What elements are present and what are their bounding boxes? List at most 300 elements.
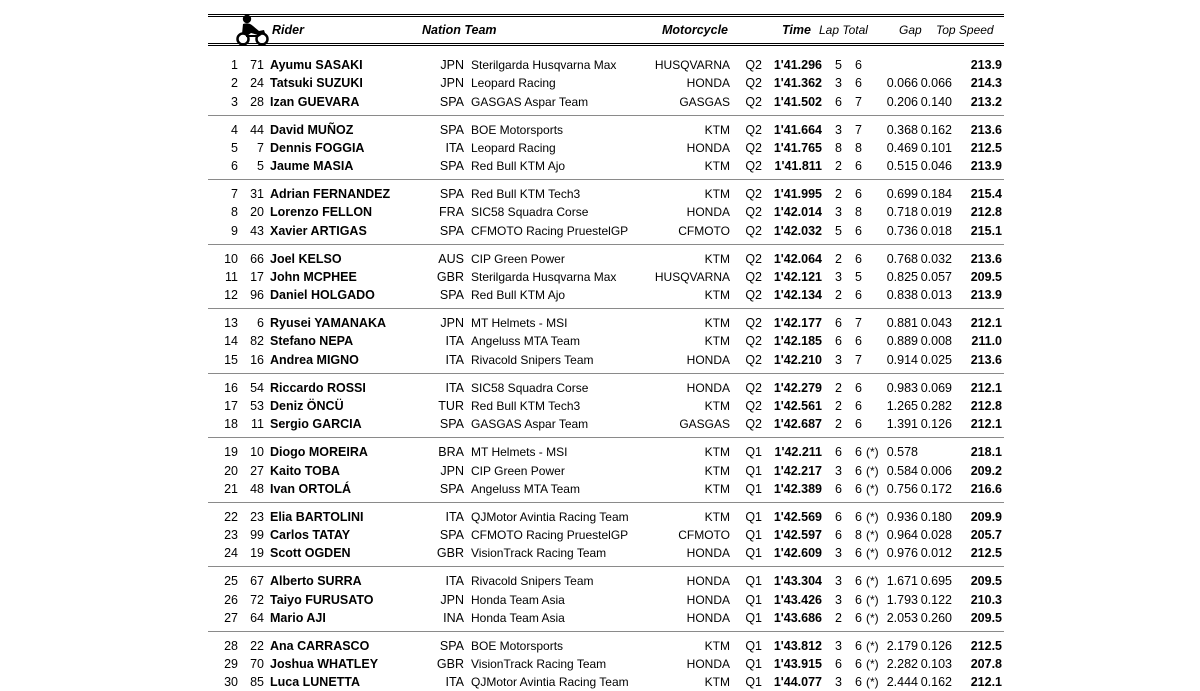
rider-name: Deniz ÖNCÜ — [270, 399, 344, 413]
position: 9 — [231, 223, 238, 238]
gap-previous: 0.066 — [920, 76, 952, 91]
position: 6 — [231, 159, 238, 174]
motorcycle: HONDA — [686, 380, 730, 395]
gap-previous: 0.140 — [920, 94, 952, 109]
gap-previous: 0.025 — [920, 352, 952, 367]
lap-time: 1'43.304 — [773, 574, 822, 589]
table-row — [0, 572, 1200, 590]
q1-flag: (*) — [866, 610, 879, 625]
lap-time: 1'43.686 — [773, 610, 822, 625]
best-lap: 3 — [835, 638, 842, 653]
rider-name: Mario AJI — [270, 610, 326, 625]
gap-previous: 0.103 — [920, 657, 952, 672]
session: Q1 — [745, 445, 762, 460]
session: Q1 — [745, 509, 762, 524]
session: Q2 — [745, 352, 762, 367]
rider-number: 53 — [250, 399, 264, 413]
position: 28 — [224, 638, 238, 653]
top-speed: 212.1 — [970, 675, 1002, 690]
team-name: Honda Team Asia — [471, 592, 565, 607]
best-lap: 3 — [835, 122, 842, 137]
rider-number: 72 — [250, 592, 264, 607]
gap-previous: 0.126 — [920, 638, 952, 653]
rider-name: Diogo MOREIRA — [270, 445, 368, 460]
gap-first: 1.391 — [886, 417, 918, 432]
gap-first: 0.584 — [886, 463, 918, 478]
gap-previous: 0.695 — [920, 574, 952, 589]
total-laps: 6 — [855, 657, 862, 672]
table-row — [0, 139, 1200, 157]
top-speed: 210.3 — [970, 592, 1002, 607]
rider-name: John MCPHEE — [270, 269, 357, 284]
position: 19 — [224, 445, 238, 460]
group-separator — [208, 631, 1004, 632]
top-speed: 215.1 — [970, 223, 1002, 238]
nation: SPA — [439, 187, 464, 202]
total-laps: 6 — [855, 445, 862, 460]
nation: ITA — [445, 509, 464, 524]
gap-first: 0.066 — [886, 76, 918, 91]
position: 12 — [224, 288, 238, 303]
lap-time: 1'41.502 — [773, 94, 822, 109]
q1-flag: (*) — [866, 657, 879, 672]
rider-name: Alberto SURRA — [270, 574, 362, 589]
group-separator — [208, 244, 1004, 245]
team-name: SIC58 Squadra Corse — [471, 380, 589, 395]
rider-number: 23 — [250, 509, 264, 524]
nation: ITA — [445, 380, 464, 395]
rider-number: 54 — [250, 380, 264, 395]
rider-number: 85 — [250, 675, 264, 690]
rider-number: 64 — [250, 610, 264, 625]
motorcycle: KTM — [704, 445, 730, 460]
best-lap: 3 — [835, 574, 842, 589]
nation: SPA — [439, 94, 464, 109]
q1-flag: (*) — [866, 546, 879, 561]
table-row — [0, 93, 1200, 111]
motorcycle: HONDA — [686, 140, 730, 155]
motorcycle: CFMOTO — [678, 528, 730, 543]
team-name: MT Helmets - MSI — [471, 316, 568, 331]
team-name: Sterilgarda Husqvarna Max — [471, 269, 617, 284]
gap-previous: 0.162 — [920, 675, 952, 690]
group-separator — [208, 115, 1004, 116]
total-laps: 6 — [855, 76, 862, 91]
motorcycle: HONDA — [686, 574, 730, 589]
rider-number: 43 — [250, 223, 264, 238]
team-name: Red Bull KTM Ajo — [471, 288, 566, 303]
best-lap: 6 — [835, 334, 842, 349]
gap-first: 0.368 — [886, 122, 918, 137]
rider-number: 48 — [250, 481, 264, 496]
rider-number: 5 — [257, 159, 264, 174]
session: Q2 — [745, 288, 762, 303]
gap-previous: 0.012 — [920, 546, 952, 561]
motorcycle: HONDA — [686, 546, 730, 561]
nation: SPA — [439, 288, 464, 303]
motorcycle: KTM — [704, 316, 730, 331]
top-speed: 215.4 — [970, 187, 1002, 202]
rider-name: Ivan ORTOLÁ — [270, 481, 352, 496]
session: Q1 — [745, 592, 762, 607]
session: Q2 — [745, 334, 762, 349]
total-laps: 6 — [855, 417, 862, 432]
q1-flag: (*) — [866, 463, 879, 478]
lap-time: 1'42.064 — [773, 251, 822, 266]
position: 11 — [225, 269, 238, 284]
nation: BRA — [438, 445, 464, 460]
rider-name: Stefano NEPA — [270, 334, 354, 349]
gap-first: 0.469 — [886, 140, 918, 155]
team-name: QJMotor Avintia Racing Team — [471, 509, 629, 524]
gap-first: 2.053 — [886, 610, 918, 625]
top-speed: 209.5 — [970, 574, 1002, 589]
rider-name: Taiyo FURUSATO — [270, 592, 374, 607]
total-laps: 6 — [855, 58, 862, 72]
team-name: CIP Green Power — [471, 463, 565, 478]
gap-first: 0.206 — [886, 94, 918, 109]
rider-name: Riccardo ROSSI — [270, 380, 366, 395]
header-top-speed: Top Speed — [936, 23, 994, 37]
table-row — [0, 462, 1200, 480]
nation: JPN — [440, 592, 464, 607]
q1-flag: (*) — [866, 638, 879, 653]
motorcycle: KTM — [704, 334, 730, 349]
top-speed: 209.2 — [970, 463, 1002, 478]
team-name: Rivacold Snipers Team — [471, 574, 594, 589]
table-row — [0, 443, 1200, 461]
total-laps: 8 — [855, 528, 862, 543]
lap-time: 1'41.296 — [773, 58, 822, 72]
gap-first: 0.964 — [886, 528, 918, 543]
position: 22 — [224, 509, 238, 524]
best-lap: 2 — [835, 399, 842, 413]
session: Q1 — [745, 481, 762, 496]
nation: ITA — [445, 352, 464, 367]
position: 15 — [224, 352, 238, 367]
gap-first: 0.889 — [886, 334, 918, 349]
team-name: CFMOTO Racing PruestelGP — [471, 528, 629, 543]
gap-first: 0.756 — [886, 481, 918, 496]
total-laps: 6 — [855, 546, 862, 561]
position: 30 — [224, 675, 238, 690]
header-motorcycle: Motorcycle — [662, 23, 728, 37]
header-lap-total: Lap Total — [819, 23, 868, 37]
lap-time: 1'42.389 — [773, 481, 822, 496]
team-name: CIP Green Power — [471, 251, 565, 266]
lap-time: 1'42.609 — [773, 546, 822, 561]
best-lap: 6 — [835, 316, 842, 331]
motorcycle: KTM — [704, 675, 730, 690]
session: Q2 — [745, 223, 762, 238]
rider-name: Scott OGDEN — [270, 546, 351, 561]
position: 13 — [224, 316, 238, 331]
team-name: Red Bull KTM Tech3 — [471, 399, 581, 413]
position: 24 — [224, 546, 238, 561]
lap-time: 1'42.687 — [773, 417, 822, 432]
gap-previous: 0.180 — [920, 509, 952, 524]
table-row — [0, 268, 1200, 286]
nation: SPA — [439, 528, 464, 543]
lap-time: 1'42.121 — [773, 269, 822, 284]
gap-previous: 0.032 — [920, 251, 952, 266]
total-laps: 7 — [855, 352, 862, 367]
gap-first: 0.578 — [886, 445, 918, 460]
team-name: Angeluss MTA Team — [471, 334, 580, 349]
nation: GBR — [436, 657, 464, 672]
table-row — [0, 609, 1200, 627]
top-speed: 209.9 — [970, 509, 1002, 524]
results-header — [208, 14, 1004, 46]
nation: SPA — [439, 638, 464, 653]
best-lap: 2 — [835, 251, 842, 266]
gap-first: 1.265 — [886, 399, 918, 413]
nation: INA — [443, 610, 464, 625]
top-speed: 214.3 — [970, 76, 1002, 91]
gap-first: 0.768 — [886, 251, 918, 266]
gap-previous: 0.057 — [920, 269, 952, 284]
table-row — [0, 314, 1200, 332]
group-separator — [208, 566, 1004, 567]
position: 21 — [224, 481, 238, 496]
table-row — [0, 351, 1200, 369]
lap-time: 1'41.362 — [773, 76, 822, 91]
motorcycle: HONDA — [686, 610, 730, 625]
best-lap: 5 — [835, 223, 842, 238]
motorcycle: KTM — [704, 251, 730, 266]
best-lap: 6 — [835, 481, 842, 496]
lap-time: 1'42.211 — [774, 445, 822, 460]
total-laps: 6 — [855, 638, 862, 653]
position: 23 — [224, 528, 238, 543]
motorcycle: HONDA — [686, 592, 730, 607]
nation: SPA — [439, 223, 464, 238]
table-row — [0, 397, 1200, 415]
team-name: Red Bull KTM Tech3 — [471, 187, 581, 202]
nation: SPA — [439, 159, 464, 174]
team-name: SIC58 Squadra Corse — [471, 205, 589, 220]
session: Q1 — [745, 657, 762, 672]
nation: ITA — [445, 140, 464, 155]
gap-previous: 0.006 — [920, 463, 952, 478]
motorcycle: GASGAS — [679, 417, 730, 432]
group-separator — [208, 179, 1004, 180]
position: 25 — [224, 574, 238, 589]
total-laps: 6 — [855, 334, 862, 349]
team-name: Angeluss MTA Team — [471, 481, 580, 496]
best-lap: 6 — [835, 94, 842, 109]
table-row — [0, 74, 1200, 92]
gap-first: 0.914 — [886, 352, 918, 367]
q1-flag: (*) — [866, 574, 879, 589]
rider-name: Ayumu SASAKI — [270, 58, 363, 72]
position: 18 — [224, 417, 238, 432]
gap-first: 0.838 — [886, 288, 918, 303]
gap-previous: 0.018 — [920, 223, 952, 238]
top-speed: 213.6 — [970, 122, 1002, 137]
header-bottom-rule-2 — [208, 45, 1004, 46]
best-lap: 2 — [835, 187, 842, 202]
rider-number: 31 — [250, 187, 264, 202]
position: 14 — [224, 334, 238, 349]
rider-number: 28 — [250, 94, 264, 109]
total-laps: 6 — [855, 187, 862, 202]
nation: FRA — [439, 205, 464, 220]
table-row — [0, 286, 1200, 304]
lap-time: 1'42.561 — [773, 399, 822, 413]
rider-number: 19 — [250, 546, 264, 561]
best-lap: 3 — [835, 352, 842, 367]
motorcycle: KTM — [704, 463, 730, 478]
nation: SPA — [439, 122, 464, 137]
position: 3 — [231, 94, 238, 109]
top-speed: 218.1 — [970, 445, 1002, 460]
best-lap: 5 — [835, 58, 842, 72]
table-row — [0, 415, 1200, 433]
group-separator — [208, 373, 1004, 374]
team-name: VisionTrack Racing Team — [471, 657, 607, 672]
table-row — [0, 379, 1200, 397]
total-laps: 5 — [855, 269, 862, 284]
gap-previous: 0.008 — [920, 334, 952, 349]
table-row — [0, 526, 1200, 544]
total-laps: 6 — [855, 288, 862, 303]
team-name: CFMOTO Racing PruestelGP — [471, 223, 629, 238]
table-row — [0, 157, 1200, 175]
rider-number: 27 — [250, 463, 264, 478]
gap-first: 0.699 — [886, 187, 918, 202]
q1-flag: (*) — [866, 509, 879, 524]
nation: JPN — [440, 58, 464, 72]
nation: AUS — [438, 251, 464, 266]
motorcycle: HUSQVARNA — [654, 58, 730, 72]
table-row — [0, 591, 1200, 609]
q1-flag: (*) — [866, 445, 879, 460]
gap-previous: 0.122 — [920, 592, 952, 607]
session: Q1 — [745, 528, 762, 543]
motorcycle-rider-icon — [234, 14, 270, 46]
total-laps: 6 — [855, 223, 862, 238]
total-laps: 6 — [855, 251, 862, 266]
total-laps: 7 — [855, 316, 862, 331]
position: 1 — [231, 58, 238, 72]
best-lap: 8 — [835, 140, 842, 155]
gap-first: 0.936 — [886, 509, 918, 524]
total-laps: 6 — [855, 159, 862, 174]
rider-name: Adrian FERNANDEZ — [270, 187, 391, 202]
total-laps: 6 — [855, 463, 862, 478]
best-lap: 3 — [835, 592, 842, 607]
lap-time: 1'41.664 — [773, 122, 822, 137]
rider-number: 16 — [250, 352, 264, 367]
session: Q2 — [745, 76, 762, 91]
gap-previous: 0.069 — [920, 380, 952, 395]
session: Q2 — [745, 269, 762, 284]
total-laps: 6 — [855, 574, 862, 589]
gap-first: 2.282 — [886, 657, 918, 672]
position: 16 — [224, 380, 238, 395]
total-laps: 6 — [855, 380, 862, 395]
top-speed: 207.8 — [970, 657, 1002, 672]
q1-flag: (*) — [866, 592, 879, 607]
rider-number: 24 — [250, 76, 264, 91]
team-name: Red Bull KTM Ajo — [471, 159, 566, 174]
top-speed: 212.5 — [970, 140, 1002, 155]
position: 10 — [224, 251, 238, 266]
lap-time: 1'42.032 — [773, 223, 822, 238]
gap-first: 1.793 — [886, 592, 918, 607]
top-speed: 212.1 — [970, 417, 1002, 432]
header-bottom-rule — [208, 43, 1004, 44]
header-gap: Gap — [899, 23, 922, 37]
gap-first: 2.179 — [886, 638, 918, 653]
session: Q1 — [745, 463, 762, 478]
header-rider: Rider — [272, 23, 304, 37]
table-row — [0, 480, 1200, 498]
gap-previous: 0.013 — [920, 288, 952, 303]
rider-number: 70 — [250, 657, 264, 672]
total-laps: 6 — [855, 509, 862, 524]
best-lap: 6 — [835, 657, 842, 672]
top-speed: 212.8 — [970, 399, 1002, 413]
position: 5 — [231, 140, 238, 155]
position: 20 — [224, 463, 238, 478]
motorcycle: KTM — [704, 288, 730, 303]
session: Q2 — [745, 399, 762, 413]
motorcycle: HONDA — [686, 76, 730, 91]
top-speed: 213.6 — [970, 352, 1002, 367]
best-lap: 3 — [835, 675, 842, 690]
rider-number: 22 — [250, 638, 264, 653]
gap-previous: 0.282 — [920, 399, 952, 413]
lap-time: 1'42.569 — [773, 509, 822, 524]
gap-previous: 0.028 — [920, 528, 952, 543]
position: 27 — [224, 610, 238, 625]
top-speed: 213.9 — [970, 58, 1002, 72]
rider-name: Izan GUEVARA — [270, 94, 360, 109]
total-laps: 6 — [855, 675, 862, 690]
best-lap: 3 — [835, 546, 842, 561]
header-top-rule-2 — [208, 16, 1004, 17]
table-row — [0, 637, 1200, 655]
top-speed: 216.6 — [970, 481, 1002, 496]
top-speed: 213.6 — [970, 251, 1002, 266]
session: Q1 — [745, 574, 762, 589]
gap-previous: 0.043 — [920, 316, 952, 331]
position: 2 — [231, 76, 238, 91]
session: Q2 — [745, 94, 762, 109]
total-laps: 7 — [855, 122, 862, 137]
gap-first: 0.983 — [886, 380, 918, 395]
top-speed: 212.5 — [970, 638, 1002, 653]
table-row — [0, 655, 1200, 673]
team-name: GASGAS Aspar Team — [471, 94, 589, 109]
nation: SPA — [439, 481, 464, 496]
rider-number: 6 — [257, 316, 264, 331]
best-lap: 6 — [835, 509, 842, 524]
session: Q2 — [745, 58, 762, 72]
session: Q2 — [745, 159, 762, 174]
rider-name: Kaito TOBA — [270, 463, 340, 478]
team-name: MT Helmets - MSI — [471, 445, 568, 460]
top-speed: 212.1 — [970, 316, 1002, 331]
team-name: Rivacold Snipers Team — [471, 352, 594, 367]
motorcycle: KTM — [704, 159, 730, 174]
lap-time: 1'43.426 — [773, 592, 822, 607]
total-laps: 8 — [855, 140, 862, 155]
table-row — [0, 121, 1200, 139]
motorcycle: CFMOTO — [678, 223, 730, 238]
